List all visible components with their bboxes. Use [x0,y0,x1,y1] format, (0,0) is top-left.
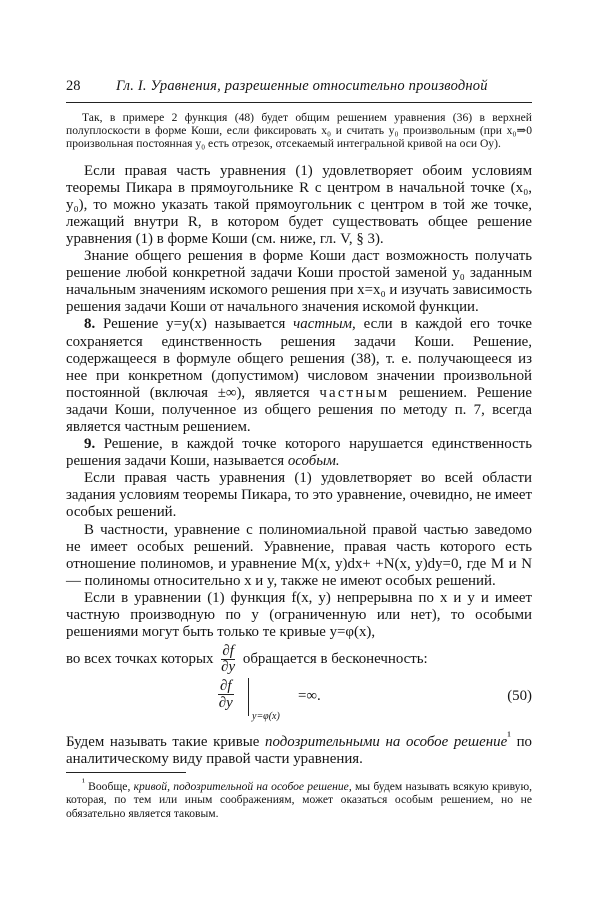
book-page [66,78,532,820]
section-8-number: 8. [84,316,96,333]
section-8-text-3: решением. Решение задачи Коши, полученное из общего решения по методу п. 7, всегда является частным решением. [66,384,532,436]
paragraph-no-singular: Если правая часть уравнения (1) удовлетворяет во всей области задания условиям теоремы Пикара, то это уравнение, очевидно, не имеет особых решений. [66,470,532,521]
inline-numerator: ∂f [222,643,234,660]
paragraph-polynomial: В частности, уравнение с полиномиальной правой частью заведомо не имеет особых решений. Уравнение, правая часть которого есть отношение полиномов, и уравнение M(x, y)dx+ +N(x, y)dy=0, где M и N — полиномы относительно x и y, также не имеют особых решений. [66,521,532,589]
page-header [66,78,532,98]
term-singular: особым. [287,453,340,470]
footnote-ref: ¹ [507,729,511,744]
equation-denominator: ∂y [218,695,233,712]
closing-text-1: Будем называть такие кривые [66,734,260,751]
equation-numerator: ∂f [220,678,232,695]
section-9-number: 9. [84,436,96,453]
equation-fraction [218,678,234,711]
section-8 [66,316,532,436]
paragraph-picard: Если правая часть уравнения (1) удовлетворяет обоим условиям теоремы Пикара в прямоугольнике R с центром в начальной точке (x₀, y₀), то можно указать такой прямоугольник с центром в той же точке, лежащий внутри R, в котором будет существовать общее решение уравнения (1) в форме Коши (см. ниже, гл. V, § 3). [66,162,532,247]
closing-text-2: по аналитическому виду правой части уравнения. [66,734,532,768]
footnote-text [66,776,532,819]
equation-50 [66,678,532,724]
footnote-rule [66,772,186,773]
term-particular: частным, [293,316,356,333]
footnote-term: кривой, подозрительной на особое решение, [133,780,352,794]
page-number: 28 [66,78,81,94]
paragraph-cauchy: Знание общего решения в форме Коши даст возможность получать решение любой конкретной задачи Коши простой заменой y₀ заданным начальным значениям искомого решения при x=x₀ и изучать зависимость решения задачи Коши от начального значения искомой функции. [66,248,533,316]
running-title: Гл. I. Уравнения, разрешенные относительно производной [116,78,488,94]
header-rule [66,102,532,103]
equation-number: (50) [507,688,532,705]
derivative-line-before: во всех точках которых [66,651,214,668]
spaced-word: частным [319,384,390,401]
evaluation-bar [248,678,249,716]
inline-denominator: ∂y [221,659,236,676]
equation-subscript: y=φ(x) [252,711,280,723]
term-suspicious: подозрительными на особое решение [265,734,508,751]
section-9 [66,436,532,470]
footnote-text-2: мы будем называть всякую кривую, которая, по тем или иным соображениям, может оказаться особым решением, но не обязательно является таковым. [66,780,533,820]
inline-partial-fraction [221,644,235,675]
equation-rhs: =∞. [298,688,321,705]
section-9-text: Решение, в каждой точке которого нарушается единственность решения задачи Коши, называется [66,436,532,470]
main-text [66,163,532,769]
closing-paragraph [66,728,532,768]
section-8-text-2: если в каждой его точке сохраняется единственность решения задачи Коши. Решение, содержащееся в формуле общего решения (38), т. е. получающееся из нее при конкретном (допустимом) числовом значении произвольной постоянной (включая ±∞), является [66,316,532,401]
section-8-text-1: Решение y=y(x) называется [103,316,286,333]
small-paragraph: Так, в примере 2 функция (48) будет общим решением уравнения (36) в верхней полуплоскости в форме Коши, если фиксировать x₀ и считать y₀ произвольным (при x₀⇒0 произвольная постоянная y₀ есть отрезок, отсекаемый интегральной кривой на оси Oy). [66,111,532,151]
small-print-block [66,111,532,151]
derivative-line [66,644,532,675]
paragraph-continuous: Если в уравнении (1) функция f(x, y) непрерывна по x и y и имеет частную производную по y (ограниченную или нет), то особыми решениями могут быть только те кривые y=φ(x), [66,589,532,641]
derivative-line-after: обращается в бесконечность: [242,651,428,668]
footnote-text-1: Вообще, [88,780,131,794]
footnote-mark: ¹ [82,777,85,789]
footnote [66,776,532,819]
